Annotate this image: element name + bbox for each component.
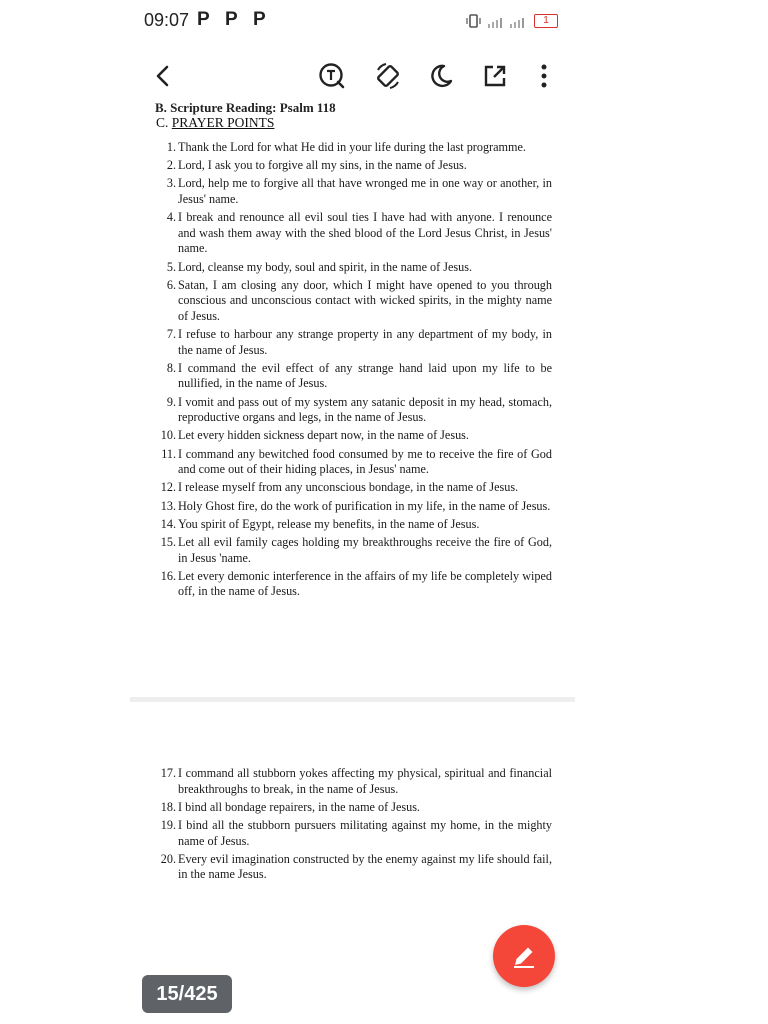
open-external-button[interactable] [475, 52, 515, 100]
point-number: 9. [166, 394, 176, 409]
document-page[interactable] [130, 703, 575, 963]
prayer-point [156, 176, 552, 207]
battery-level: 1 [543, 15, 549, 26]
point-number: 14. [160, 516, 176, 531]
point-number: 5. [166, 259, 176, 274]
point-number: 10. [160, 428, 176, 443]
open-external-icon [482, 63, 508, 89]
back-button[interactable] [143, 52, 183, 100]
prayer-point [156, 428, 552, 444]
point-number: 1. [166, 140, 176, 154]
point-text: I refuse to harbour any strange property in any department of my body, in the name of Jesus. [178, 327, 552, 357]
point-number: 2. [166, 158, 176, 173]
prayer-point [156, 569, 552, 600]
prayer-point [156, 766, 552, 797]
point-number: 19. [160, 817, 176, 832]
prayer-point [156, 158, 552, 174]
prayer-point [156, 278, 552, 325]
section-title: PRAYER POINTS [171, 115, 275, 130]
point-number: 18. [160, 799, 176, 814]
point-text: Lord, cleanse my body, soul and spirit, in the name of Jesus. [178, 259, 473, 274]
back-icon [152, 64, 174, 88]
rotate-button[interactable] [368, 52, 408, 100]
point-number: 15. [160, 534, 176, 549]
rotate-icon [373, 61, 403, 91]
notification-icon: P [225, 9, 238, 30]
point-number: 13. [160, 498, 176, 513]
prayer-point [156, 800, 552, 816]
more-vert-icon [539, 63, 549, 89]
prayer-point [156, 327, 552, 358]
section-heading [156, 115, 274, 131]
page-indicator: 15/425 [142, 975, 232, 1013]
point-text: I release myself from any unconscious bondage, in the name of Jesus. [178, 480, 519, 495]
prayer-point [156, 852, 552, 883]
document-page[interactable] [130, 100, 575, 698]
notification-icon: P [253, 9, 266, 30]
prayer-point [156, 260, 552, 276]
prayer-points-list [156, 140, 552, 603]
point-number: 16. [160, 568, 176, 583]
point-number: 17. [160, 766, 176, 780]
prayer-point [156, 447, 552, 478]
point-text: Lord, I ask you to forgive all my sins, in the name of Jesus. [178, 158, 467, 173]
notification-icon: P [197, 9, 210, 30]
point-text: Lord, help me to forgive all that have wronged me in one way or another, in Jesus' name. [178, 176, 552, 206]
point-text: Let all evil family cages holding my breakthroughs receive the fire of God, in Jesus 'name. [178, 534, 552, 565]
prayer-point [156, 499, 552, 515]
more-options-button[interactable] [524, 52, 564, 100]
system-icons [466, 12, 562, 32]
page-separator [130, 697, 575, 702]
prayer-point [156, 395, 552, 426]
point-text: Satan, I am closing any door, which I might have opened to you through conscious and unconscious contact with wicked spirits, in the mighty name of Jesus. [178, 277, 552, 323]
prayer-point [156, 210, 552, 257]
prayer-point [156, 535, 552, 566]
point-number: 6. [166, 277, 176, 292]
point-text: Holy Ghost fire, do the work of purification in my life, in the name of Jesus. [178, 498, 551, 513]
point-text: I command the evil effect of any strange hand laid upon my life to be nullified, in the name of Jesus. [178, 360, 552, 391]
point-number: 4. [166, 210, 176, 225]
prayer-points-list [156, 766, 552, 886]
reader-toolbar [0, 52, 768, 100]
prayer-point [156, 361, 552, 392]
section-label: C. [156, 115, 169, 130]
point-text: I command any bewitched food consumed by me to receive the fire of God and come out of their hiding places, in Jesus' name. [178, 446, 552, 477]
point-text: I bind all the stubborn pursuers militating against my home, in the mighty name of Jesus. [178, 817, 552, 848]
cut-off-line: B. Scripture Reading: Psalm 118 [155, 100, 336, 115]
point-text: I break and renounce all evil soul ties I have had with anyone. I renounce and wash them away with the shed blood of the Lord Jesus Christ, in Jesus' name. [178, 210, 552, 256]
point-text: Thank the Lord for what He did in your life during the last programme. [178, 140, 526, 154]
point-number: 7. [166, 327, 176, 342]
prayer-point [156, 480, 552, 496]
night-mode-button[interactable] [421, 52, 461, 100]
point-text: Let every demonic interference in the affairs of my life be completely wiped off, in the name of Jesus. [178, 568, 552, 599]
point-text: Every evil imagination constructed by the enemy against my life should fail, in the name Jesus. [178, 851, 552, 882]
point-number: 12. [160, 480, 176, 495]
edit-button[interactable] [493, 925, 555, 987]
night-mode-icon [428, 63, 454, 89]
translate-button[interactable] [312, 52, 352, 100]
prayer-point [156, 517, 552, 533]
point-text: I command all stubborn yokes affecting my physical, spiritual and financial breakthroughs to break, in the name of Jesus. [178, 766, 552, 796]
point-number: 11. [161, 446, 176, 461]
point-text: I bind all bondage repairers, in the name of Jesus. [178, 799, 420, 814]
prayer-point [156, 140, 552, 156]
status-bar [0, 0, 768, 44]
point-number: 20. [160, 851, 176, 866]
point-text: I vomit and pass out of my system any satanic deposit in my head, stomach, reproductive organs and legs, in the name of Jesus. [178, 394, 552, 425]
pencil-icon [511, 943, 537, 969]
battery-icon [534, 14, 558, 28]
point-number: 8. [166, 360, 176, 375]
point-text: Let every hidden sickness depart now, in the name of Jesus. [178, 428, 469, 443]
translate-icon [318, 62, 346, 90]
point-number: 3. [166, 176, 176, 191]
prayer-point [156, 818, 552, 849]
point-text: You spirit of Egypt, release my benefits, in the name of Jesus. [178, 516, 480, 531]
clock: 09:07 [144, 10, 190, 30]
